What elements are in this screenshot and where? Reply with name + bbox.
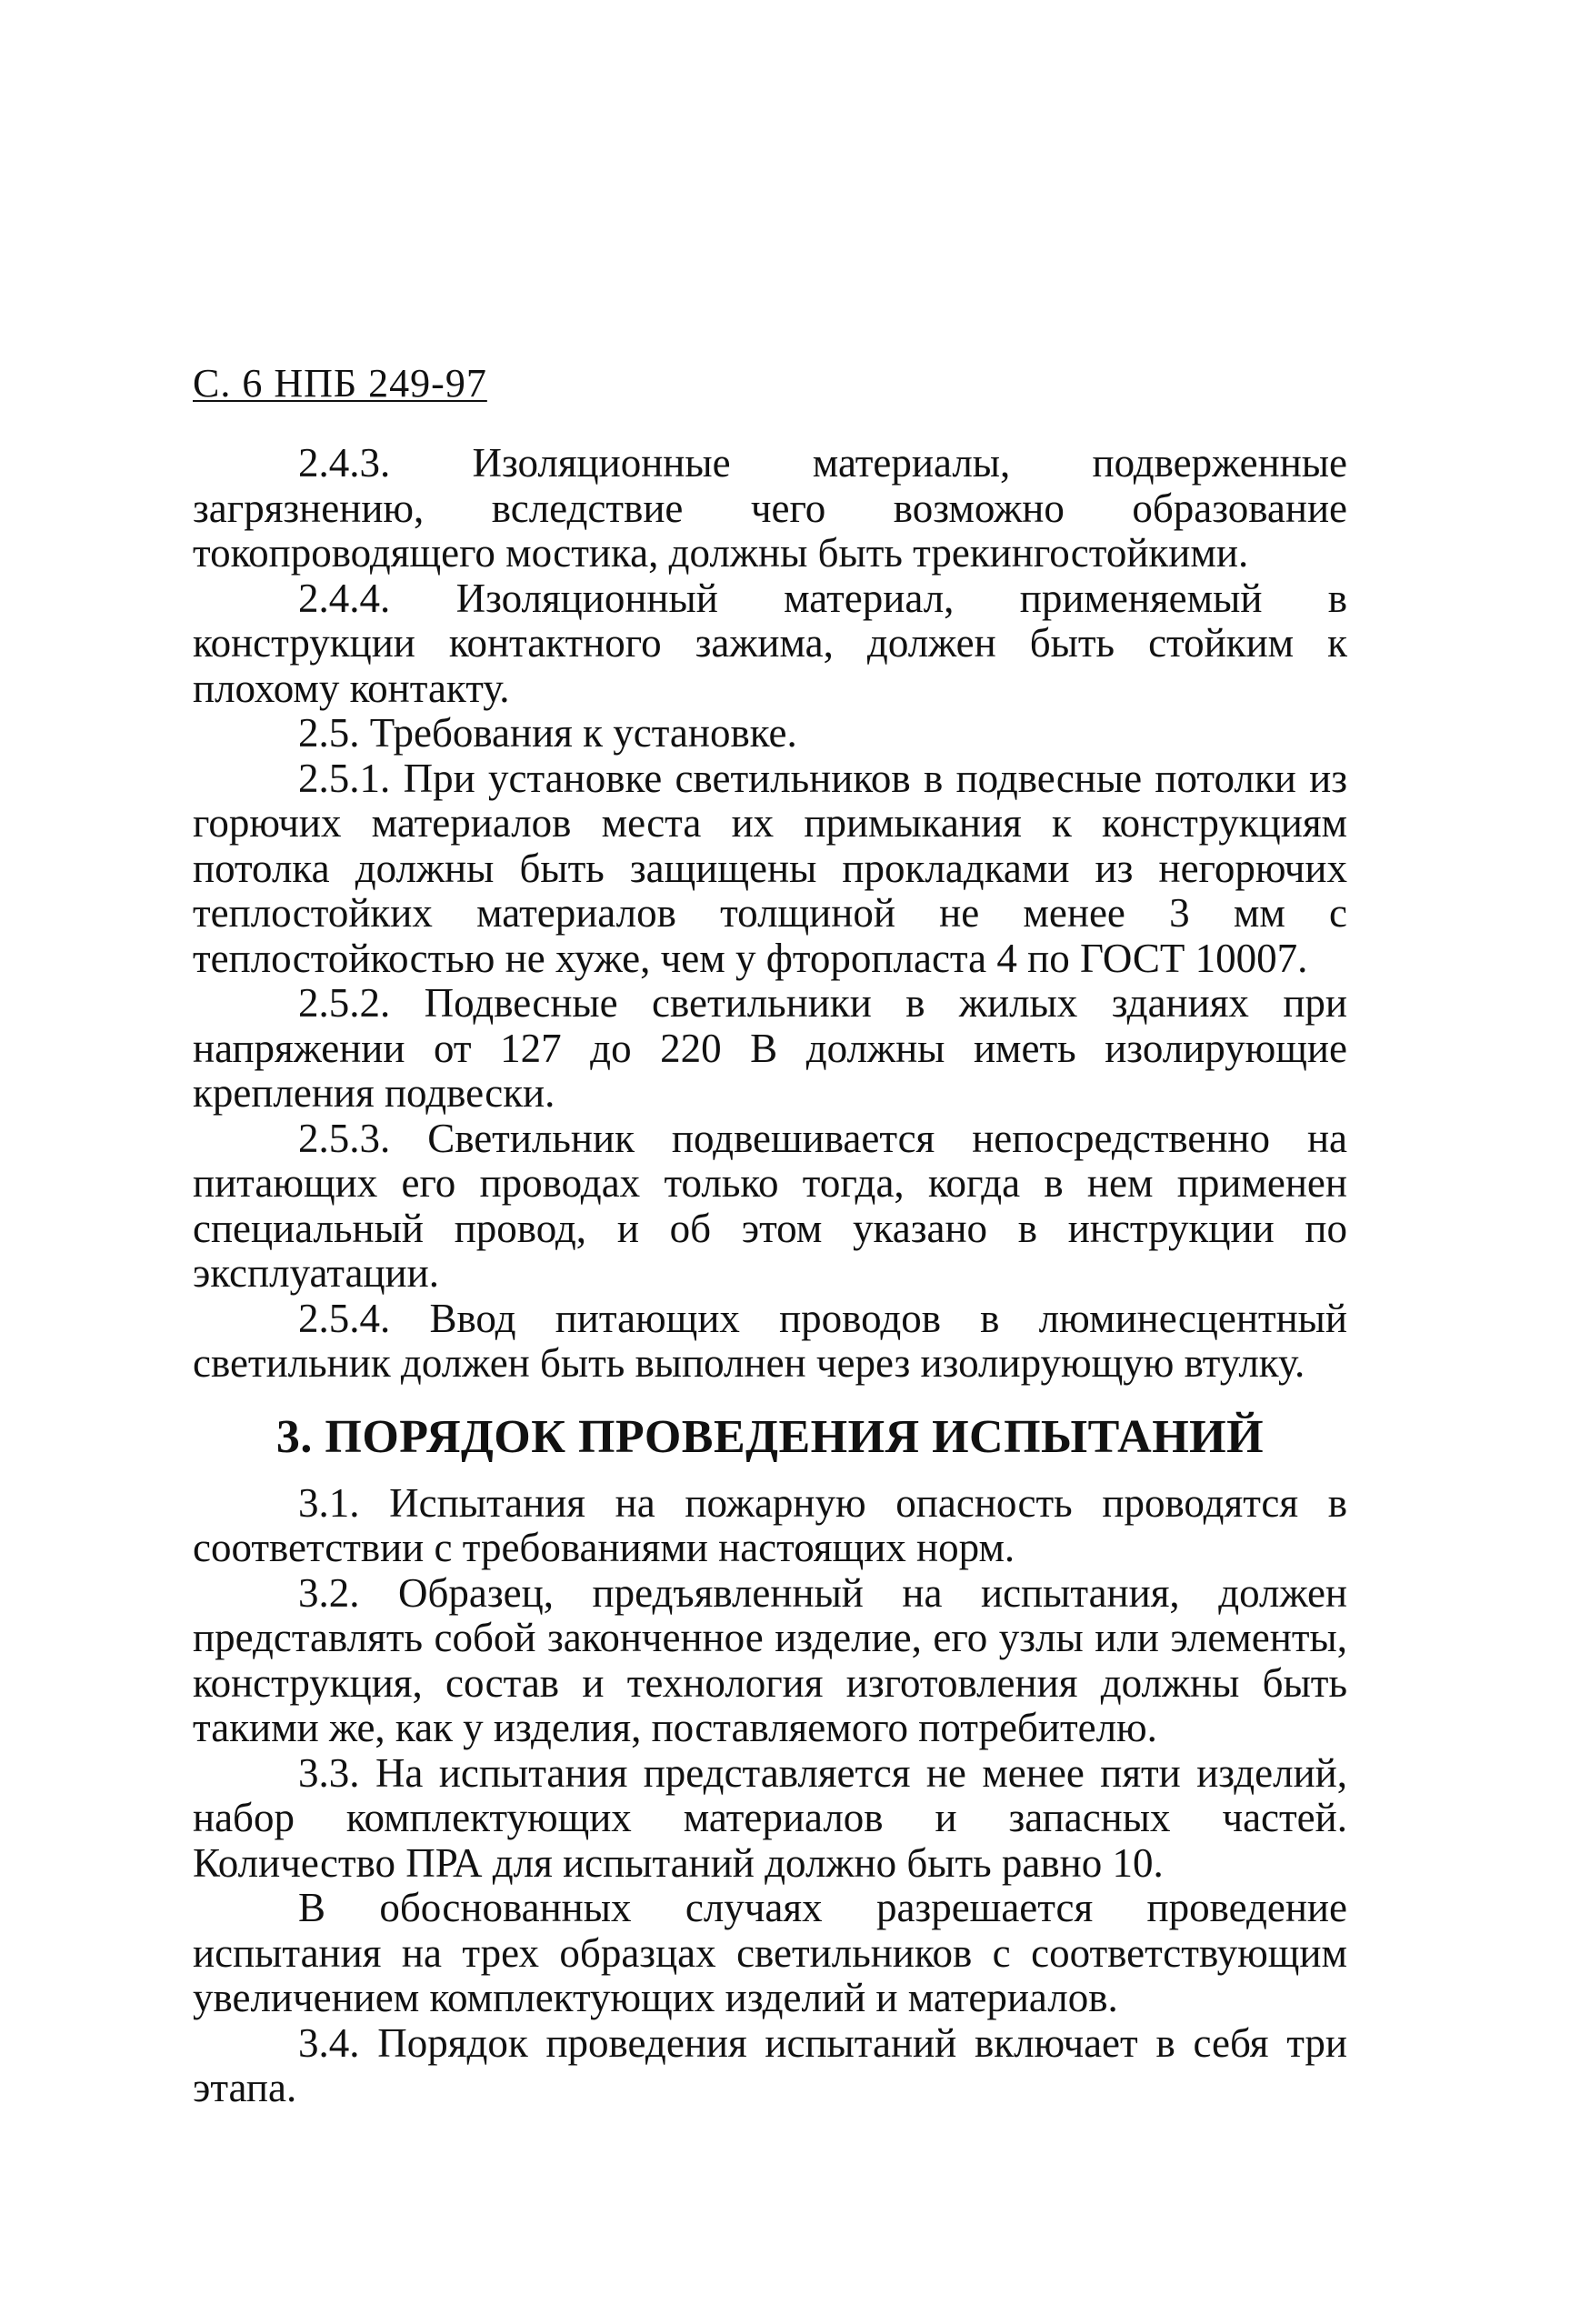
paragraph-3-3-note: В обоснованных случаях разрешается проведение испытания на трех образцах светильников с соответствующим увеличением комплектующих изделий и материалов. bbox=[193, 1885, 1347, 2020]
document-body bbox=[193, 441, 1347, 2111]
paragraph-2-4-3: 2.4.3. Изоляционные материалы, подверженные загрязнению, вследствие чего возможно образование токопроводящего мостика, должны быть трекингостойкими. bbox=[193, 440, 1347, 576]
paragraph-3-1: 3.1. Испытания на пожарную опасность проводятся в соответствии с требованиями настоящих норм. bbox=[193, 1479, 1347, 1570]
paragraph-2-5-3: 2.5.3. Светильник подвешивается непосредственно на питающих его проводах только тогда, когда в нем применен специальный провод, и об этом указано в инструкции по эксплуатации. bbox=[193, 1115, 1347, 1296]
paragraph-2-4-4: 2.4.4. Изоляционный материал, применяемый в конструкции контактного зажима, должен быть стойким к плохому контакту. bbox=[193, 575, 1347, 711]
section-heading: 3. ПОРЯДОК ПРОВЕДЕНИЯ ИСПЫТАНИЙ bbox=[275, 1410, 1265, 1463]
paragraph-2-5-4: 2.5.4. Ввод питающих проводов в люминесцентный светильник должен быть выполнен через изолирующую втулку. bbox=[193, 1295, 1347, 1386]
page-header: С. 6 НПБ 249-97 bbox=[193, 361, 487, 406]
paragraph-3-2: 3.2. Образец, предъявленный на испытания, должен представлять собой законченное изделие, его узлы или элементы, конструкция, состав и технология изготовления должны быть такими же, как у изделия, поставляемого потребителю. bbox=[193, 1569, 1347, 1750]
paragraph-2-5-2: 2.5.2. Подвесные светильники в жилых зданиях при напряжении от 127 до 220 В должны иметь изолирующие крепления подвески. bbox=[193, 980, 1347, 1116]
paragraph-3-4: 3.4. Порядок проведения испытаний включает в себя три этапа. bbox=[193, 2019, 1347, 2110]
paragraph-2-5: 2.5. Требования к установке. bbox=[298, 710, 797, 756]
paragraph-2-5-1: 2.5.1. При установке светильников в подвесные потолки из горючих материалов места их примыкания к конструкциям потолка должны быть защищены прокладками из негорючих теплостойких материалов толщиной не менее 3 мм с теплостойкостью не хуже, чем у фторопласта 4 по ГОСТ 10007. bbox=[193, 755, 1347, 981]
paragraph-3-3: 3.3. На испытания представляется не менее пяти изделий, набор комплектующих материалов и запасных частей. Количество ПРА для испытаний должно быть равно 10. bbox=[193, 1749, 1347, 1886]
